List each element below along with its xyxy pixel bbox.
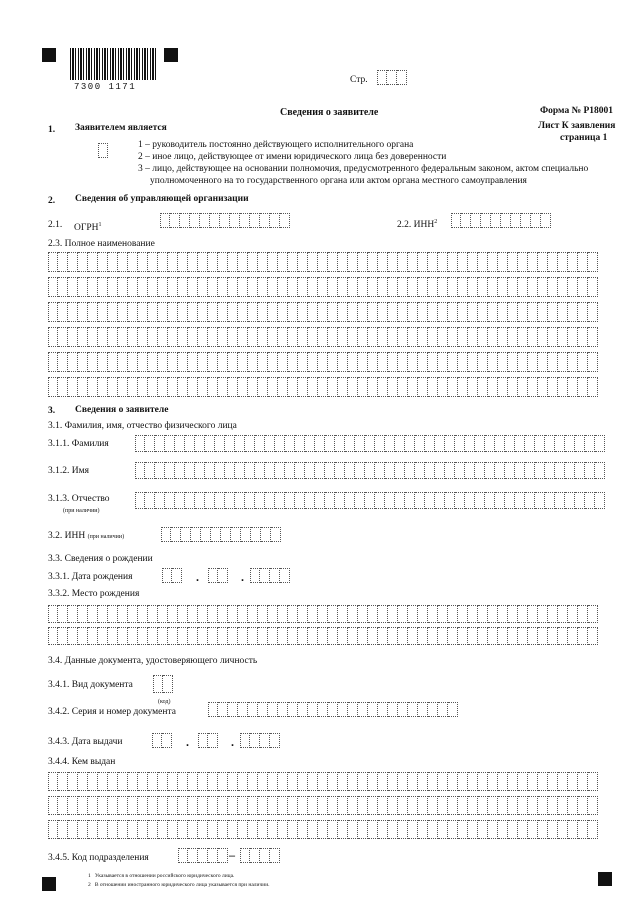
section2-number: 2. [48,196,56,206]
issue-date-dot-2: . [231,735,234,749]
issue-day-cells[interactable] [152,733,172,748]
birth-place-label: 3.3.2. Место рождения [48,589,140,599]
corner-marker-top-right [164,48,178,62]
section1-number: 1. [48,125,56,135]
division-code-label: 3.4.5. Код подразделения [48,853,149,863]
document-title: 3.4. Данные документа, удостоверяющего личность [48,656,258,666]
cell-row[interactable] [135,492,605,509]
cell-row[interactable] [48,327,598,347]
division-code-cells-1[interactable] [178,848,228,863]
issue-date-dot-1: . [186,735,189,749]
birth-day-cells[interactable] [162,568,182,583]
cell-row[interactable] [48,377,598,397]
division-code-dash: – [229,848,235,862]
sheet-label: Лист К заявления [538,121,616,131]
page-number-cells[interactable] [377,70,407,85]
corner-marker-bottom-left [42,877,56,891]
issue-month-cells[interactable] [198,733,218,748]
issued-by-label: 3.4.4. Кем выдан [48,757,116,767]
corner-marker-bottom-right [598,872,612,886]
birth-month-cells[interactable] [208,568,228,583]
issue-date-label: 3.4.3. Дата выдачи [48,737,123,747]
inn-org-cells[interactable] [451,213,551,228]
issue-year-cells[interactable] [240,733,280,748]
fullname-label: 2.3. Полное наименование [48,239,155,249]
surname-label: 3.1.1. Фамилия [48,439,109,449]
sheet-page: страница 1 [560,133,608,143]
patronymic-note: (при наличии) [63,508,100,514]
ogrn-label: ОГРН$^1$ [74,222,102,234]
applicant-option-1: 1 – руководитель постоянно действующего исполнительного органа [138,140,414,150]
barcode-number: 7300 1171 [74,82,137,92]
section3-title: Сведения о заявителе [75,405,169,415]
patronymic-label: 3.1.3. Отчество [48,494,110,504]
document-series-cells[interactable] [208,702,458,717]
document-code-note: (код) [158,699,171,705]
cell-row[interactable] [48,796,598,815]
fio-title: 3.1. Фамилия, имя, отчество физического лица [48,421,237,431]
page-label: Стр. [350,75,368,85]
cell-row[interactable] [48,605,598,623]
name-label: 3.1.2. Имя [48,466,89,476]
barcode-image [70,48,158,80]
applicant-option-3-cont: уполномоченного на то государственного органа или актом органа местного самоуправления [150,176,527,186]
applicant-option-3: 3 – лицо, действующее на основании полномочия, предусмотренного федеральным законом, актом специально [138,164,589,174]
birth-title: 3.3. Сведения о рождении [48,554,153,564]
cell-row[interactable] [48,627,598,645]
birth-date-dot-2: . [241,570,244,584]
form-number: Форма № Р18001 [540,106,614,116]
footnote-2: 2 В отношении иностранного юридического лица указывается при наличии. [88,882,270,888]
birth-year-cells[interactable] [250,568,290,583]
applicant-type-cell[interactable] [98,143,108,158]
cell-row[interactable] [48,772,598,791]
cell-row[interactable] [48,252,598,272]
applicant-option-2: 2 – иное лицо, действующее от имени юридического лица без доверенности [138,152,447,162]
cell-row[interactable] [48,352,598,372]
birth-date-dot-1: . [196,570,199,584]
corner-marker-top-left [42,48,56,62]
cell-row[interactable] [135,462,605,479]
section2-title: Сведения об управляющей организации [75,194,249,204]
document-series-label: 3.4.2. Серия и номер документа [48,707,176,717]
document-type-cells[interactable] [153,675,173,693]
division-code-cells-2[interactable] [240,848,280,863]
ogrn-cells[interactable] [160,213,290,228]
birth-date-label: 3.3.1. Дата рождения [48,572,133,582]
page-title: Сведения о заявителе [280,107,379,118]
cell-row[interactable] [48,277,598,297]
footnote-1: 1 Указывается в отношении российского юридического лица. [88,873,235,879]
cell-row[interactable] [48,820,598,839]
cell-row[interactable] [48,302,598,322]
document-type-label: 3.4.1. Вид документа [48,680,133,690]
section3-number: 3. [48,406,56,416]
cell-row[interactable] [135,435,605,452]
inn-org-label: 2.2. ИНН$^2$ [397,219,438,231]
inn-person-cells[interactable] [161,527,281,542]
ogrn-number: 2.1. [48,220,63,230]
section1-title: Заявителем является [75,123,167,133]
inn-person-label: 3.2. ИНН (при наличии) [48,531,125,541]
